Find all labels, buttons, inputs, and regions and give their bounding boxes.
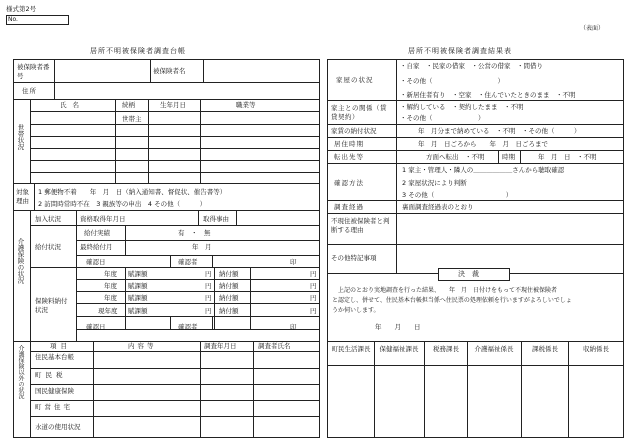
- rule: [253, 341, 254, 438]
- benefit-status-label: 給付状況: [35, 243, 61, 251]
- rule: [30, 351, 320, 352]
- hh-name-header: 氏名: [60, 101, 85, 109]
- rule: [30, 368, 320, 369]
- other-item-header: 項目: [50, 342, 71, 350]
- premium-paid-4: 納付額: [219, 307, 239, 315]
- rule: [93, 341, 94, 438]
- rule: [13, 99, 320, 100]
- rule: [212, 316, 213, 329]
- survey-label: 調査経過: [334, 203, 364, 211]
- premium-unit-2: 円: [205, 282, 212, 290]
- household-label: 世帯状況: [16, 124, 25, 150]
- rule: [150, 59, 151, 82]
- rule: [203, 59, 204, 82]
- loss-reason-label: 取得事由: [203, 215, 229, 223]
- other-item-5: 水道の使用状況: [35, 423, 81, 431]
- other-item-1: 住民基本台帳: [35, 353, 74, 361]
- rule: [467, 341, 468, 438]
- moved-label: 転出先等: [334, 153, 364, 161]
- rule: [30, 225, 320, 226]
- premium-paid-3: 納付額: [219, 294, 239, 302]
- rule: [30, 172, 320, 173]
- approver-3: 税務課長: [433, 345, 459, 353]
- rule: [170, 255, 171, 267]
- moved-date: 年 月 日 ・不明: [538, 153, 597, 161]
- rule: [327, 213, 624, 214]
- approver-4: 介護福祉係長: [474, 345, 514, 353]
- rule: [30, 136, 320, 137]
- rule: [327, 341, 624, 342]
- address-label: 住所: [22, 87, 37, 95]
- right-title: 居所不明被保険者調査結果表: [408, 47, 512, 55]
- rule: [327, 150, 624, 151]
- landlord-label: 家主との関係（賃貸契約）: [331, 104, 387, 121]
- rule: [76, 291, 320, 292]
- confirmer-label-2: 確認者: [178, 323, 198, 331]
- decision-date: 年 月 日: [375, 323, 421, 331]
- rule: [30, 148, 320, 149]
- method-line-1: 1 家主・管理人・隣人の＿＿＿＿＿＿さんから聴取確認: [402, 166, 565, 174]
- premium-unit-1: 円: [205, 270, 212, 278]
- other-content-header: 内容等: [128, 342, 157, 350]
- rule: [76, 303, 320, 304]
- premium-assess-3: 賦課額: [128, 294, 148, 302]
- rule: [13, 210, 320, 211]
- left-title: 居所不明被保険者調査台帳: [90, 47, 186, 55]
- rent-label: 家賃の納付状況: [331, 127, 377, 135]
- approver-6: 収納係長: [583, 345, 609, 353]
- rule: [30, 416, 320, 417]
- rule: [520, 150, 521, 163]
- rule: [327, 124, 624, 125]
- rule: [76, 316, 320, 317]
- rule: [125, 267, 126, 329]
- other-item-3: 国民健康保険: [35, 387, 74, 395]
- other-item-2: 町民税: [35, 371, 67, 379]
- rule: [76, 240, 320, 241]
- premium-year-1: 年度: [104, 270, 117, 278]
- moved-time-label: 時期: [502, 153, 515, 161]
- rule: [30, 160, 320, 161]
- front-side-label: （表面）: [580, 25, 605, 32]
- hh-job-header: 職業等: [236, 101, 256, 109]
- rule: [198, 210, 199, 225]
- target-reason-label: 対象理由: [16, 188, 29, 205]
- rule: [30, 384, 320, 385]
- last-benefit-label: 最終給付月: [80, 243, 113, 251]
- method-line-2: 2 家屋状況により判断: [402, 179, 467, 187]
- rent-text: 年 月分まで納めている ・不明 ・その他（ ）: [418, 127, 581, 135]
- other-surveyor-header: 調査者氏名: [258, 342, 291, 350]
- rule: [568, 341, 569, 438]
- rule: [396, 59, 397, 273]
- rule: [170, 316, 171, 329]
- method-label: 確認方法: [334, 179, 364, 187]
- confirmer-label: 確認者: [178, 258, 198, 266]
- rule: [30, 400, 320, 401]
- rule: [374, 341, 375, 438]
- rule: [30, 341, 31, 438]
- rule: [30, 111, 320, 112]
- premium-year-4: 現年度: [98, 307, 118, 315]
- other-status-label: 介護保険以外の状況: [17, 345, 24, 399]
- premium-paid-2: 納付額: [219, 282, 239, 290]
- rule: [424, 341, 425, 438]
- premium-year-3: 年度: [104, 294, 117, 302]
- house-line-2: ・その他（ ）: [400, 77, 504, 85]
- seal-mark-2: 印: [290, 323, 297, 331]
- rule: [54, 59, 55, 99]
- rule: [236, 210, 237, 225]
- insured-name-label: 被保険者名: [153, 67, 186, 75]
- rule: [521, 341, 522, 438]
- premium-unit2-4: 円: [310, 307, 317, 315]
- rule: [327, 163, 624, 164]
- rule: [212, 255, 213, 267]
- decision-title: 決 裁: [458, 270, 479, 278]
- rule: [327, 137, 624, 138]
- premium-unit-4: 円: [205, 307, 212, 315]
- confirm-date-label-2: 確認日: [86, 323, 106, 331]
- hh-relation-header: 続柄: [122, 101, 135, 109]
- rule: [34, 183, 35, 210]
- method-line-3: 3 その他（ ）: [402, 191, 513, 199]
- survey-text: 裏面調査経過表のとおり: [402, 203, 474, 211]
- premium-assess-4: 賦課額: [128, 307, 148, 315]
- rule: [327, 100, 624, 101]
- no-label: No.: [8, 16, 18, 23]
- rule: [250, 267, 251, 329]
- house-status-label: 家屋の状況: [336, 76, 374, 84]
- premium-paid-1: 納付額: [219, 270, 239, 278]
- rule: [327, 365, 624, 366]
- rule: [214, 267, 215, 329]
- premium-unit2-3: 円: [310, 294, 317, 302]
- form-number: 様式第2号: [6, 5, 37, 13]
- premium-unit-3: 円: [205, 294, 212, 302]
- approver-2: 保健福祉課長: [379, 345, 419, 353]
- reason-line-1: 1 郵便物不着 年 月 日（納入通知書、督促状、催告書等）: [38, 188, 227, 196]
- premium-unit2-1: 円: [310, 270, 317, 278]
- rule: [76, 279, 320, 280]
- household-head: 世帯主: [122, 115, 142, 123]
- rule: [76, 255, 320, 256]
- rule: [76, 210, 77, 341]
- insured-no-label: 被保険者番号: [17, 63, 50, 80]
- rule: [200, 341, 201, 438]
- qualification-date-label: 資格取得年月日: [80, 215, 126, 223]
- confirm-date-label: 確認日: [86, 258, 106, 266]
- rule: [76, 329, 320, 330]
- last-benefit-ym: 年 月: [192, 243, 212, 251]
- approver-1: 町民生活課長: [331, 345, 371, 353]
- reason-line-2: 2 訪問時常時不在 3 親族等の申出 4 その他（ ）: [38, 200, 207, 208]
- care-insurance-label: 介護保険の状況: [16, 238, 25, 284]
- premium-assess-2: 賦課額: [128, 282, 148, 290]
- premium-unit2-2: 円: [310, 282, 317, 290]
- rule: [30, 267, 320, 268]
- decision-text-1: 上記のとおり実地調査を行った結果、 年 月 日付けをもって不現住被保険者: [338, 287, 558, 294]
- decision-text-2: と認定し、併せて、住民基本台帳担当係へ住民票の処理依頼を行いますがよろしいでしょ: [332, 297, 572, 304]
- landlord-line-2: ・その他（ ）: [400, 114, 485, 122]
- approver-5: 課税係長: [532, 345, 558, 353]
- premium-status-label: 保険料納付状況: [35, 297, 68, 314]
- decision-text-3: うか伺いします。: [332, 307, 380, 314]
- rule: [13, 82, 320, 83]
- rule: [327, 200, 624, 201]
- premium-assess-1: 賦課額: [128, 270, 148, 278]
- house-line-1: ・自家 ・民家の借家 ・公営の借家 ・間借り: [400, 62, 543, 70]
- benefit-yes-no: 有 ・ 無: [178, 229, 211, 237]
- landlord-line-1: ・解約している ・契約したまま ・不明: [400, 103, 524, 111]
- other-date-header: 調査年月日: [204, 342, 237, 350]
- hh-birthdate-header: 生年月日: [160, 101, 186, 109]
- benefit-record-label: 給付実績: [84, 229, 110, 237]
- premium-year-2: 年度: [104, 282, 117, 290]
- other-notes-label: その他特記事項: [331, 254, 377, 262]
- join-status-label: 加入状況: [35, 215, 61, 223]
- other-item-4: 町営住宅: [35, 403, 73, 411]
- rule: [13, 183, 320, 184]
- moved-text: 方面へ転出 ・不明: [426, 153, 485, 161]
- house-line-3: ・新居住者有り ・空家 ・住んでいたときのまま ・不明: [400, 91, 576, 99]
- rule: [327, 244, 624, 245]
- rule: [30, 210, 31, 341]
- residence-label: 居住時期: [334, 140, 364, 148]
- rule: [498, 150, 499, 163]
- rule: [30, 124, 320, 125]
- residence-text: 年 月 日ごろから 年 月 日ごろまで: [418, 140, 548, 148]
- unknown-reason-label: 不現住被保険者と判断する理由: [331, 217, 390, 234]
- seal-mark: 印: [290, 258, 297, 266]
